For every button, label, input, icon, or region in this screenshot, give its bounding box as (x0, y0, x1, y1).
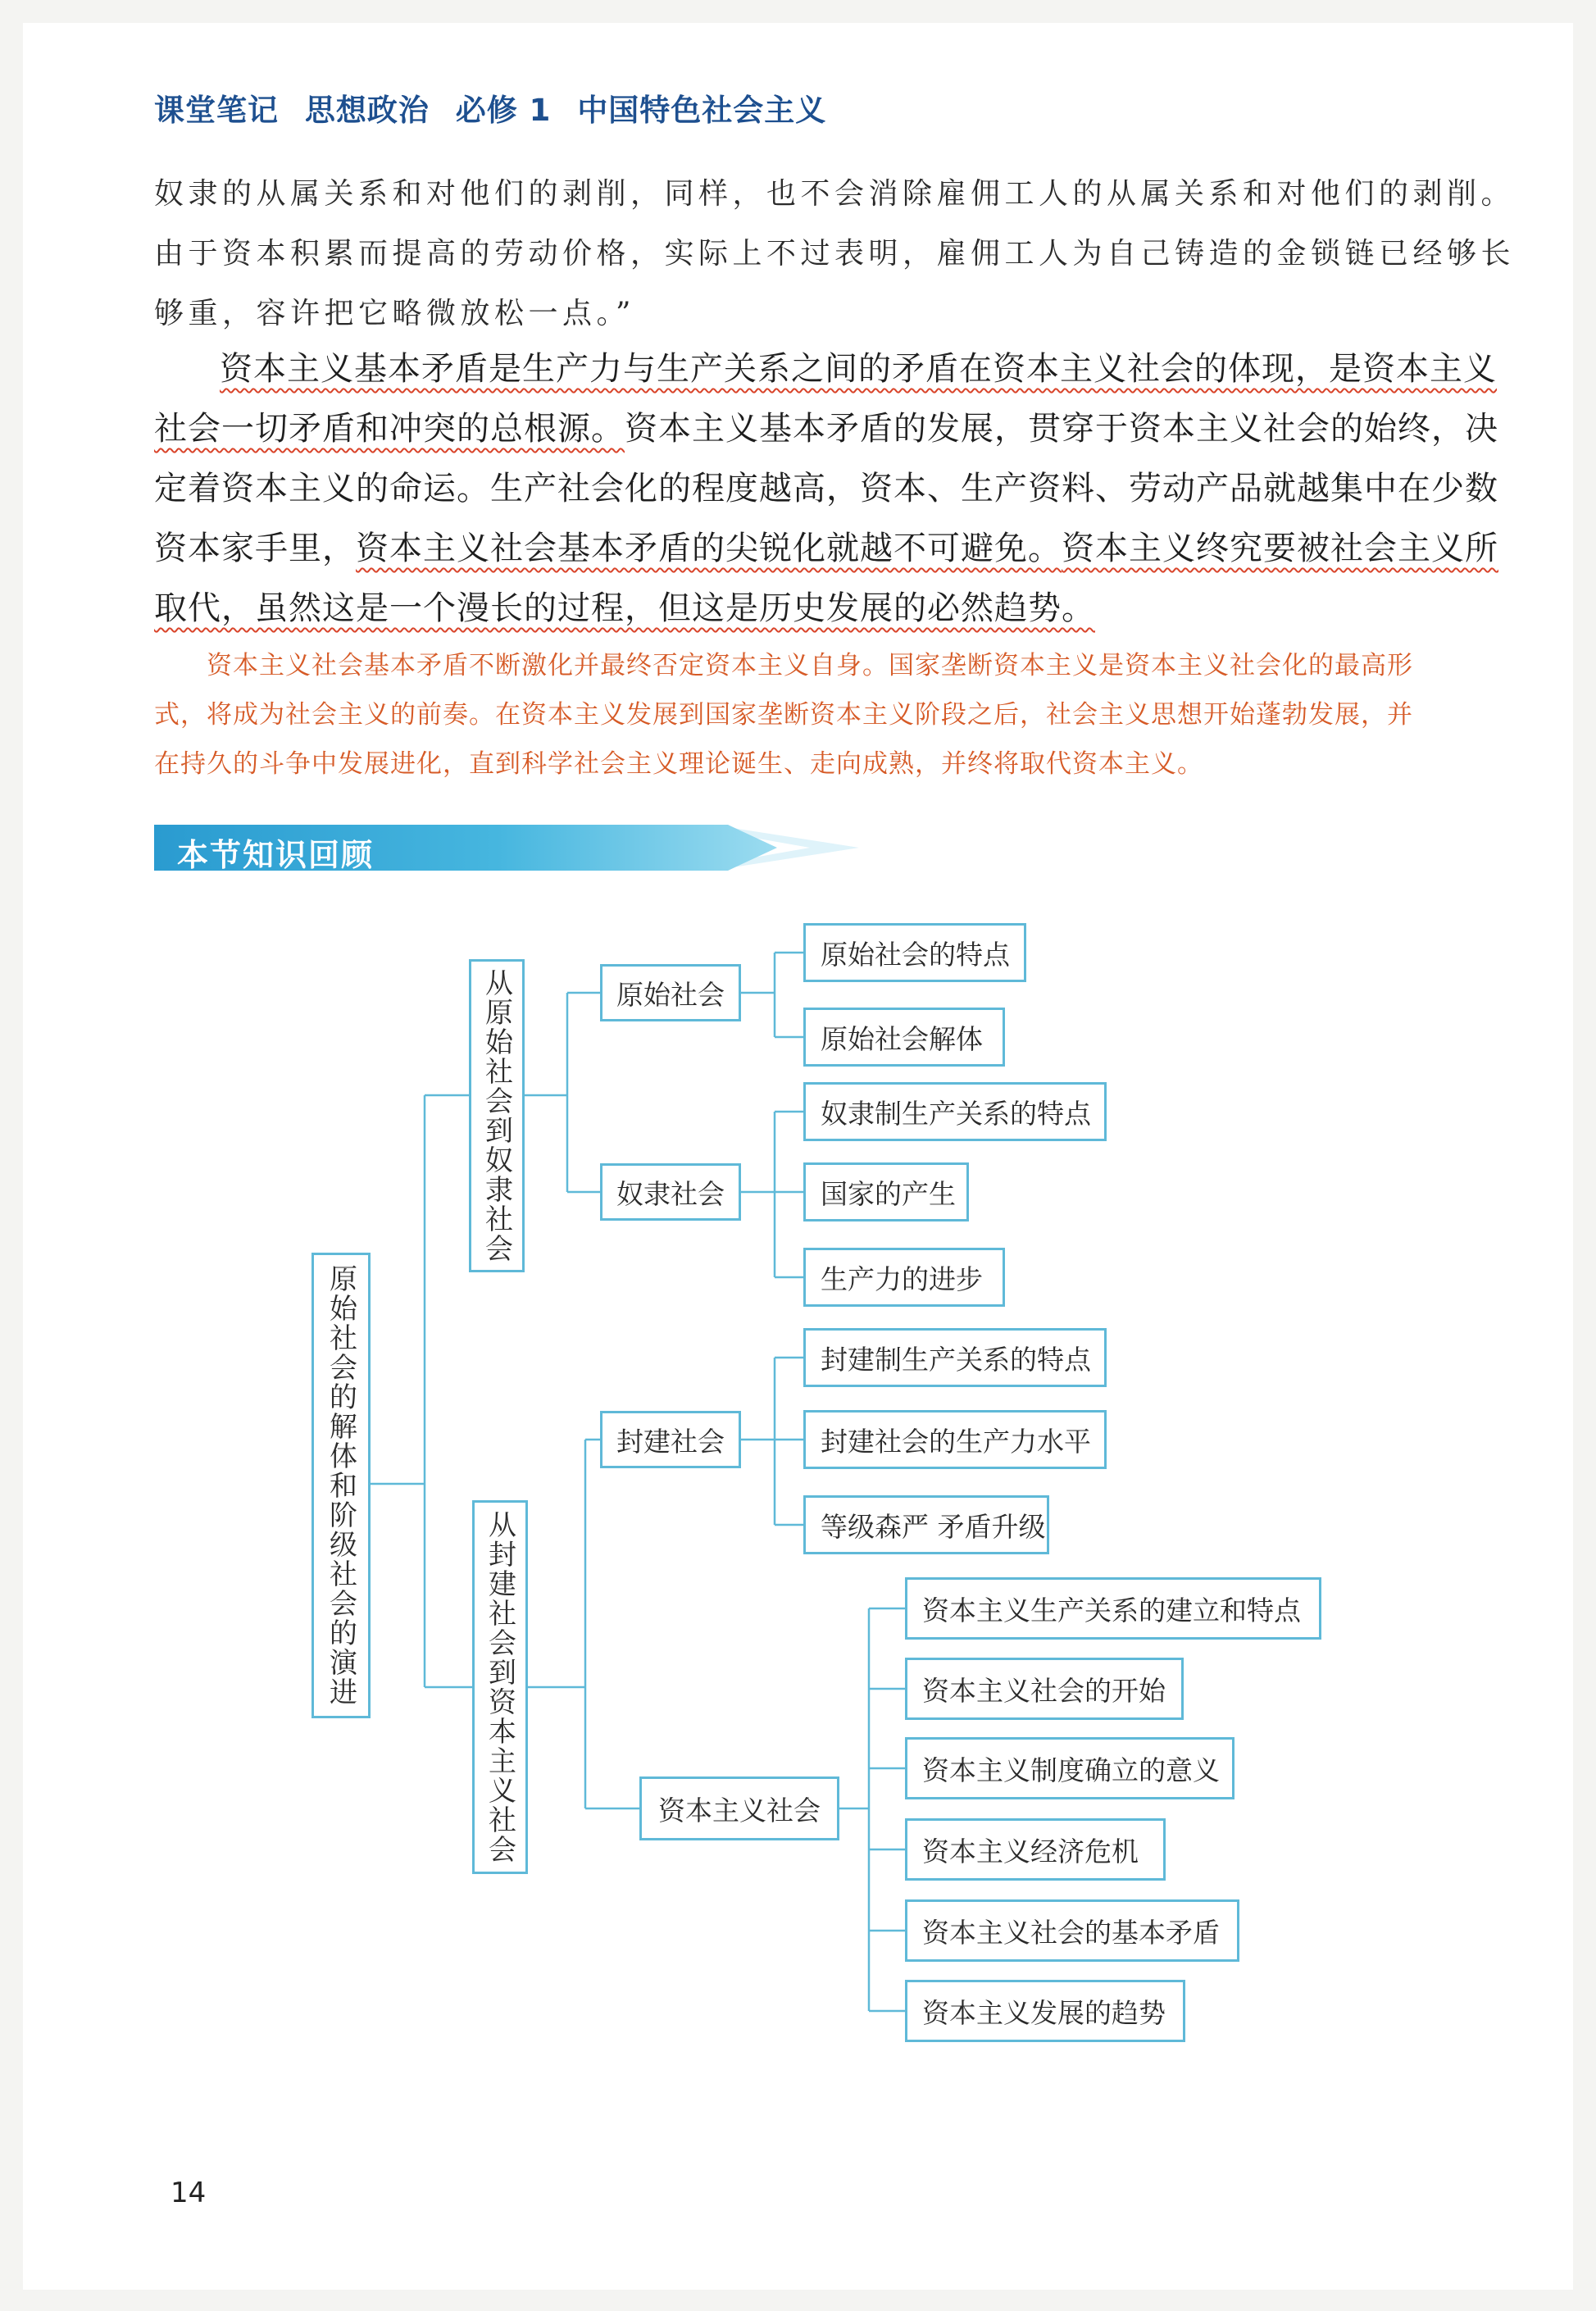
plain-text: 资本主义基本矛盾的发展，贯穿于资本主义社会的始终，决 (625, 410, 1498, 448)
leaf-node: 资本主义社会的开始 (905, 1658, 1184, 1720)
quote-line: 由于资本积累而提高的劳动价格，实际上不过表明，雇佣工人为自己铸造的金锁链已经够长 (154, 237, 1516, 271)
highlighted-text: 资本主义基本矛盾是生产力与生产关系之间的矛盾在资本主义社会的体现，是资本主义 (220, 350, 1497, 388)
note-line: 式，将成为社会主义的前奏。在资本主义发展到国家垄断资本主义阶段之后，社会主义思想开始蓬勃发展，并 (154, 700, 1413, 730)
leaf-node: 资本主义社会的基本矛盾 (905, 1899, 1239, 1962)
header-volume: 必修 1 (455, 93, 552, 128)
quote-block (154, 164, 1516, 343)
running-header (154, 85, 841, 130)
side-note (154, 641, 1474, 789)
highlighted-text: 资本主义终究要被社会主义所 (1062, 530, 1498, 567)
leaf-node: 资本主义发展的趋势 (905, 1980, 1185, 2042)
mind-map (295, 910, 1377, 2074)
leaf-node: 奴隶制生产关系的特点 (803, 1082, 1107, 1141)
header-book-title: 中国特色社会主义 (577, 93, 827, 128)
quote-line: 够重，容许把它略微放松一点。” (154, 297, 635, 330)
section-banner (154, 825, 859, 871)
leaf-node: 封建制生产关系的特点 (803, 1328, 1107, 1387)
main-line (154, 579, 1474, 639)
page-number: 14 (171, 2177, 207, 2209)
plain-text: 资本家手里， (154, 530, 356, 567)
leaf-node: 资本主义生产关系的建立和特点 (905, 1577, 1321, 1640)
header-series: 课堂笔记 (154, 93, 279, 128)
leaf-node: 资本主义经济危机 (905, 1818, 1166, 1881)
root-node: 原始社会的解体和阶级社会的演进 (311, 1253, 371, 1718)
leaf-node: 原始社会解体 (803, 1008, 1005, 1067)
quote-line: 奴隶的从属关系和对他们的剥削，同样，也不会消除雇佣工人的从属关系和对他们的剥削。 (154, 177, 1516, 211)
leaf-node: 等级森严 矛盾升级 (803, 1495, 1049, 1554)
leaf-node: 资本主义制度确立的意义 (905, 1737, 1235, 1799)
main-line (154, 519, 1498, 579)
node-primitive-society: 原始社会 (600, 964, 741, 1021)
leaf-node: 国家的产生 (803, 1162, 969, 1221)
note-line: 资本主义社会基本矛盾不断激化并最终否定资本主义自身。国家垄断资本主义是资本主义社会化的最高形 (207, 651, 1413, 680)
main-line: 定着资本主义的命运。生产社会化的程度越高，资本、生产资料、劳动产品就越集中在少数 (154, 470, 1498, 507)
highlighted-text: 社会一切矛盾和冲突的总根源。 (154, 410, 625, 448)
leaf-node: 原始社会的特点 (803, 923, 1026, 982)
main-paragraph (154, 339, 1498, 639)
main-line (154, 339, 1497, 399)
header-subject: 思想政治 (304, 93, 430, 128)
node-feudal-society: 封建社会 (600, 1411, 741, 1468)
note-line: 在持久的斗争中发展进化，直到科学社会主义理论诞生、走向成熟，并终将取代资本主义。 (154, 749, 1203, 779)
leaf-node: 封建社会的生产力水平 (803, 1410, 1107, 1469)
branch-node-feudal-to-capitalist: 从封建社会到资本主义社会 (472, 1500, 528, 1874)
highlighted-text: 资本主义社会基本矛盾的尖锐化就越不可避免。 (356, 530, 1062, 567)
branch-node-primitive-to-slave: 从原始社会到奴隶社会 (469, 959, 525, 1272)
node-slave-society: 奴隶社会 (600, 1163, 741, 1221)
node-capitalist-society: 资本主义社会 (639, 1776, 839, 1840)
section-title: 本节知识回顾 (177, 837, 375, 873)
main-line (154, 399, 1498, 459)
leaf-node: 生产力的进步 (803, 1248, 1005, 1307)
highlighted-text: 取代，虽然这是一个漫长的过程，但这是历史发展的必然趋势。 (154, 589, 1095, 627)
